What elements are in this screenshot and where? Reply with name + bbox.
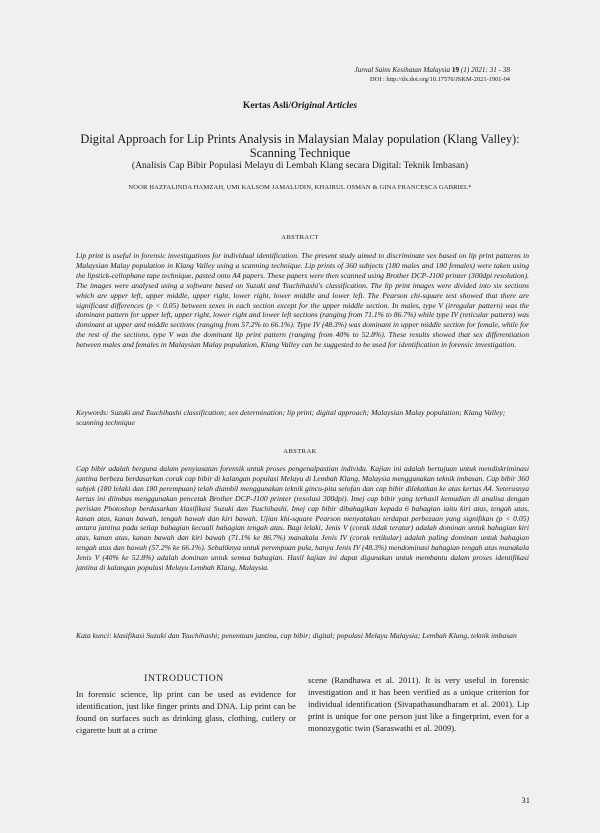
doi-line: DOI : http://dx.doi.org/10.17576/JSKM-2021-1901-04: [370, 76, 510, 83]
journal-name: Jurnal Sains Kesihatan Malaysia: [354, 66, 451, 74]
article-type-english: Original Articles: [291, 100, 358, 111]
article-subtitle: (Analisis Cap Bibir Populasi Melayu di Lembah Klang secara Digital: Teknik Imbasan): [131, 160, 469, 171]
abstract-body: Lip print is useful in forensic investigations for individual identification. The present study aimed to discriminate sex based on lip print patterns in Malaysian Malay population in Klang Valley using a scanning technique. Lip prints of 360 subjects (180 males and 180 females) were taken using the lipstick-cellophane tape technique, pasted onto A4 papers. These papers were then scanned using Brother DCP-J100 printer (300dpi resolution). The images were analysed using a software based on Suzuki and Tsuchihashi's classification. The lip print images were divided into six sections which are upper left, upper middle, upper right, lower right, lower middle and lower left. The Pearson chi-square test showed that there are significant differences (p < 0.05) between sexes in each section except for the upper middle section. In males, type V (irregular pattern) was the dominant pattern for upper left, upper right, lower right and lower left sections (ranging from 71.1% to 86.7%) while type IV (reticular pattern) was dominant at upper and middle sections (ranging from 57.2% to 66.1%). Type IV (48.3%) was dominant in upper middle section for female, while for the rest of the sections, type V was the dominant lip print pattern (ranging from 40% to 52.8%). These results showed that sex differentiation between males and females in Malaysian Malay population, Klang Valley can be suggested to be used for identification in forensic investigation.: [76, 251, 529, 350]
author-list: NOOR HAZFALINDA HAMZAH, UMI KALSOM JAMALUDIN, KHAIRUL OSMAN & GINA FRANCESCA GABRIEL*: [128, 184, 472, 191]
abstrak-keywords: Kata kunci: klasifikasi Suzuki dan Tsuchihashi; penentuan jantina, cap bibir; digital; populasi Melayu Malaysia; Lembah Klang, teknik imbasan: [76, 631, 517, 640]
journal-issue-pages: (1) 2021: 31 - 38: [460, 66, 510, 74]
article-type-label: [0, 100, 600, 111]
abstrak-heading: ABSTRAK: [283, 448, 317, 455]
article-type-malay: Kertas Asli/: [242, 100, 292, 111]
article-title: Digital Approach for Lip Prints Analysis in Malaysian Malay population (Klang Valley): Scanning Technique: [80, 132, 520, 160]
page-number: 31: [521, 795, 530, 805]
abstrak-body: Cap bibir adalah berguna dalam penyiasatan forensik untuk proses pengenalpastian individu. Kajian ini adalah bertujuan untuk mendiskriminasi jantina berbeza berdasarkan corak cap bibir di kalangan populasi Melayu di Lembah Klang, Malaysia menggunakan teknik imbasan. Cap bibir 360 subjek (180 lelaki dan 180 perempuan) telah diambil menggunakan teknik gincu-pita selofan dan cap bibir dilekatkan ke atas kertas A4. Seterusnya kertas ini diimbas menggunakan pencetak Brother DCP-J100 printer (resolusi 300dpi). Imej cap bibir yang terhasil kemudian di analisa dengan perisian Photoshop berdasarkan klasifikasi Suzuki dan Tsuchihashi. Imej cap bibir dibahagikan kepada 6 bahagian iaitu kiri atas, tengah atas, kanan atas, kanan bawah, tengah bawah dan kiri bawah. Ujian khi-square Pearson menyatakan terdapat perbezaan yang signifikan (p < 0.05) antara jantina pada setiap bahagian kecuali bahagian tengah atas. Bagi lelaki, Jenis V (corak tidak teratur) adalah dominan untuk bahagian kiri atas, kanan atas, kanan bawah dan kiri bawah (71.1% ke 86.7%) manakala Jenis IV (corak retikular) adalah paling dominan untuk bahagian tengah atas dan bawah (57.2% ke 66.1%). Sebaliknya untuk perempuan pula, hanya Jenis IV (48.3%) mendominasi bahagian tengah atas manakala Jenis V (40% ke 52.8%) adalah dominan untuk semua bahagian. Hasil kajian ini dapat digunakan untuk membantu dalam proses identifikasi jantina di kalangan populasi Melayu Lembah Klang, Malaysia.: [76, 464, 529, 573]
journal-citation: [150, 66, 510, 75]
journal-volume: 19: [451, 66, 460, 74]
introduction-heading: INTRODUCTION: [144, 673, 224, 684]
abstract-keywords: Keywords: Suzuki and Tsuchihashi classification; sex determination; lip print; digital approach; Malaysian Malay population; Klang Valley; scanning technique: [76, 408, 506, 427]
abstract-heading: ABSTRACT: [281, 234, 319, 241]
introduction-right-column: scene (Randhawa et al. 2011). It is very useful in forensic investigation and it has been verified as a unique criterion for individual identification (Sivapathasundharam et al. 2001). Lip print is unique for one person just like a fingerprint, even for a monozygotic twin (Saraswathi et al. 2009).: [308, 675, 529, 733]
introduction-left-column: In forensic science, lip print can be used as evidence for identification, just like finger prints and DNA. Lip print can be found on surfaces such as drinking glass, clothing, cutlery or cigarette butt at a crime: [76, 689, 296, 735]
